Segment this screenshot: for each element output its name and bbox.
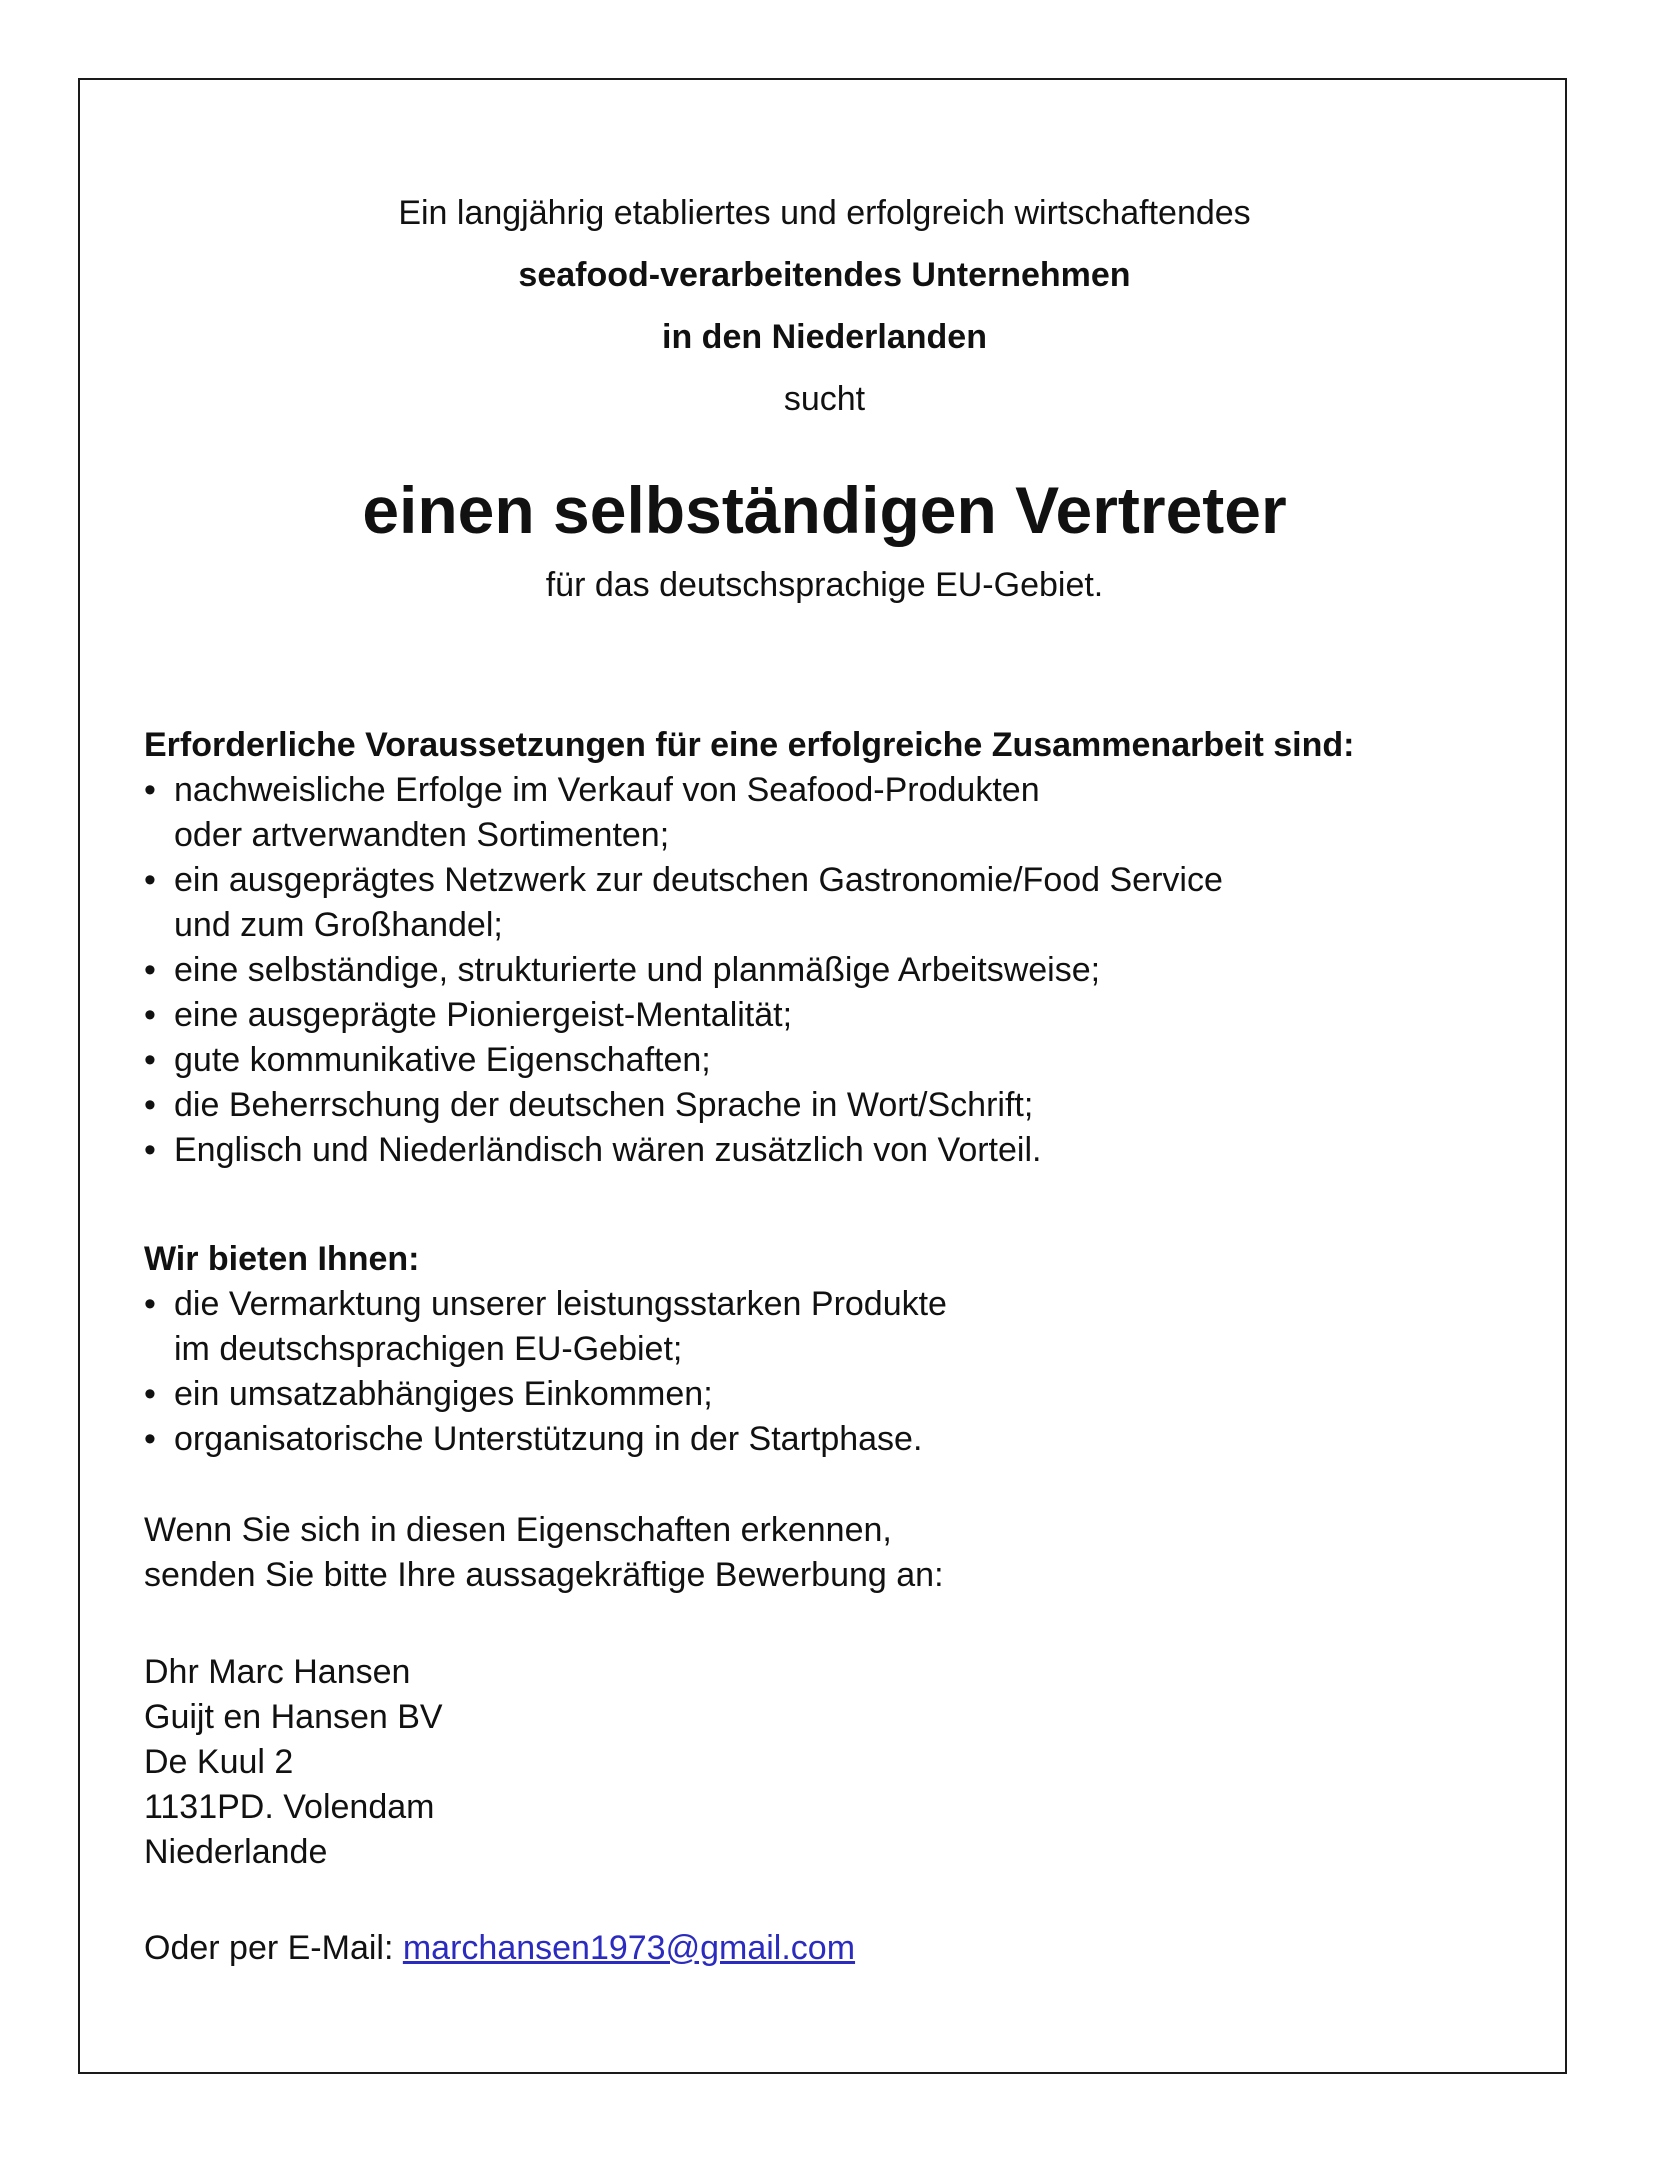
- list-item-text: oder artverwandten Sortimenten;: [174, 816, 670, 854]
- requirements-list: [144, 768, 1524, 1173]
- country: Niederlande: [144, 1833, 328, 1871]
- list-item-text: • gute kommunikative Eigenschaften;: [174, 1041, 711, 1079]
- offer-list: [144, 1282, 1524, 1462]
- list-item: [144, 1372, 1524, 1417]
- closing-line-2: senden Sie bitte Ihre aussagekräftige Bewerbung an:: [144, 1556, 944, 1594]
- list-item: [144, 948, 1524, 993]
- list-item: [144, 1417, 1524, 1462]
- requirements-section: [144, 723, 1524, 1173]
- list-item-text: im deutschsprachigen EU-Gebiet;: [174, 1330, 683, 1368]
- company-type: seafood-verarbeitendes Unternehmen: [518, 256, 1131, 294]
- requirements-heading: Erforderliche Voraussetzungen für eine erfolgreiche Zusammenarbeit sind:: [144, 726, 1355, 764]
- company-name: Guijt en Hansen BV: [144, 1698, 443, 1736]
- offer-section: [144, 1237, 1524, 1462]
- ad-frame: [78, 78, 1567, 2074]
- list-item: [144, 858, 1524, 948]
- contact-name: Dhr Marc Hansen: [144, 1653, 411, 1691]
- list-item-text: • eine selbständige, strukturierte und planmäßige Arbeitsweise;: [174, 951, 1101, 989]
- list-item-text: • die Vermarktung unserer leistungsstarken Produkte: [174, 1285, 947, 1323]
- list-item-text: • ein umsatzabhängiges Einkommen;: [174, 1375, 713, 1413]
- list-item-text: • nachweisliche Erfolge im Verkauf von Seafood-Produkten: [174, 771, 1040, 809]
- list-item: [144, 993, 1524, 1038]
- job-region: für das deutschsprachige EU-Gebiet.: [545, 566, 1104, 604]
- closing-line-1: Wenn Sie sich in diesen Eigenschaften erkennen,: [144, 1511, 892, 1549]
- postal-city: 1131PD. Volendam: [144, 1788, 435, 1826]
- list-item-text: • ein ausgeprägtes Netzwerk zur deutschen Gastronomie/Food Service: [174, 861, 1223, 899]
- list-item-text: und zum Großhandel;: [174, 906, 503, 944]
- job-title: einen selbständigen Vertreter: [362, 473, 1287, 547]
- list-item-text: • eine ausgeprägte Pioniergeist-Mentalität;: [174, 996, 793, 1034]
- list-item-text: • organisatorische Unterstützung in der Startphase.: [174, 1420, 923, 1458]
- list-item: [144, 1282, 1524, 1372]
- street-address: De Kuul 2: [144, 1743, 294, 1781]
- closing-paragraph: [144, 1508, 1524, 1598]
- intro-block: [80, 182, 1569, 430]
- intro-verb: sucht: [783, 380, 866, 418]
- list-item: [144, 768, 1524, 858]
- postal-address: [144, 1650, 1524, 1875]
- email-link[interactable]: marchansen1973@gmail.com: [402, 1929, 856, 1967]
- list-item-text: • Englisch und Niederländisch wären zusätzlich von Vorteil.: [174, 1131, 1042, 1169]
- list-item: [144, 1128, 1524, 1173]
- offer-heading: Wir bieten Ihnen:: [144, 1240, 420, 1278]
- list-item-text: • die Beherrschung der deutschen Sprache in Wort/Schrift;: [174, 1086, 1034, 1124]
- email-contact: [144, 1926, 1524, 1971]
- list-item: [144, 1038, 1524, 1083]
- company-location: in den Niederlanden: [662, 318, 987, 356]
- intro-line-1: Ein langjährig etabliertes und erfolgreich wirtschaftendes: [398, 194, 1251, 232]
- email-label: Oder per E-Mail:: [144, 1929, 394, 1967]
- list-item: [144, 1083, 1524, 1128]
